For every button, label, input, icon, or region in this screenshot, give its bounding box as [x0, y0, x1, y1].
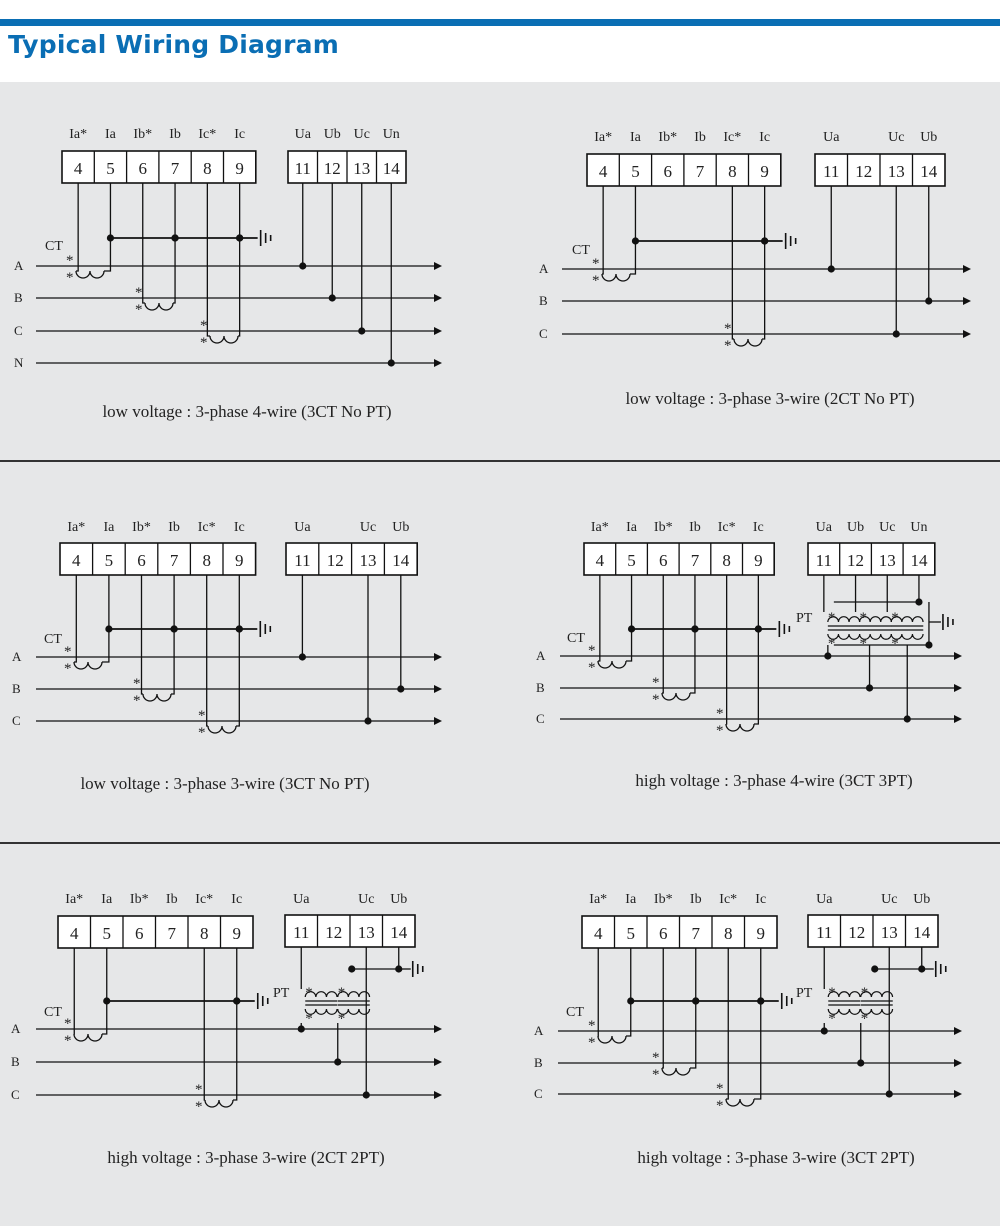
terminal-label: Ib* — [132, 520, 151, 535]
terminal-label: Ua — [294, 520, 311, 535]
phase-label-c: C — [536, 711, 545, 726]
pt-star: * — [891, 610, 899, 626]
ct-label: CT — [44, 632, 62, 647]
ct-coil — [145, 303, 173, 310]
junction-dot — [171, 625, 178, 632]
terminal-label: Ia* — [590, 520, 609, 535]
terminal-label: Uc — [353, 127, 370, 142]
ct-polarity-star: * — [592, 273, 600, 289]
pt-star: * — [859, 636, 868, 652]
terminal-label: Ic* — [197, 520, 216, 535]
pt-star: * — [860, 1011, 869, 1027]
diagram-caption: high voltage : 3-phase 4-wire (3CT 3PT) — [635, 771, 913, 790]
terminal-number: 11 — [293, 923, 310, 942]
terminal-number: 5 — [627, 551, 636, 570]
ct-polarity-star: * — [200, 335, 208, 351]
terminal-label: Ib — [165, 892, 178, 907]
ct-coil — [734, 339, 762, 346]
arrow-head — [434, 1058, 442, 1066]
phase-label-a: A — [14, 258, 24, 273]
ct-coil — [74, 662, 102, 669]
terminal-label: Ia* — [69, 127, 88, 142]
pt-star: * — [891, 636, 899, 652]
terminal-label: Ic* — [717, 520, 736, 535]
junction-dot — [397, 685, 404, 692]
ct-polarity-star: * — [135, 285, 143, 301]
pt-star: * — [305, 1011, 313, 1027]
terminal-label: Ic* — [198, 127, 217, 142]
terminal-number: 11 — [294, 551, 311, 570]
terminal-label: Ic — [755, 892, 767, 907]
phase-label-c: C — [14, 323, 23, 338]
ct-lead — [171, 575, 174, 694]
pt-star: * — [828, 985, 836, 1001]
phase-label-b: B — [534, 1055, 543, 1070]
ct-polarity-star: * — [716, 1098, 724, 1114]
terminal-number: 8 — [203, 159, 212, 178]
pt-star: * — [860, 985, 869, 1001]
terminal-number: 14 — [392, 551, 410, 570]
terminal-number: 8 — [724, 924, 733, 943]
phase-label-b: B — [12, 681, 21, 696]
terminal-label: Ib — [169, 127, 181, 142]
junction-dot — [755, 625, 762, 632]
ct-polarity-star: * — [64, 644, 72, 660]
ct-lead — [626, 948, 631, 1036]
pt-star: * — [859, 610, 868, 626]
pt-label: PT — [273, 986, 290, 1001]
terminal-label: Ub — [913, 892, 931, 907]
terminal-number: 4 — [70, 924, 79, 943]
terminal-number: 11 — [294, 159, 311, 178]
ct-lead — [142, 575, 144, 694]
ct-coil — [74, 1034, 102, 1041]
pt-star: * — [828, 1011, 836, 1027]
ct-polarity-star: * — [716, 1081, 724, 1097]
terminal-number: 14 — [920, 162, 938, 181]
terminal-label: Ib* — [133, 127, 153, 142]
ct-polarity-star: * — [200, 318, 208, 334]
terminal-number: 4 — [73, 159, 83, 178]
ct-lead — [726, 948, 728, 1099]
terminal-label: Un — [910, 520, 928, 535]
arrow-head — [434, 1091, 442, 1099]
ct-polarity-star: * — [64, 1033, 72, 1049]
terminal-number: 12 — [855, 162, 873, 181]
terminal-label: Ic* — [719, 892, 738, 907]
terminal-number: 13 — [887, 162, 905, 181]
terminal-label: Uc — [881, 892, 898, 907]
terminal-label: Ia — [626, 520, 637, 535]
phase-label-b: B — [14, 290, 23, 305]
junction-dot — [692, 997, 699, 1004]
terminal-label: Uc — [359, 520, 377, 535]
arrow-head — [434, 327, 442, 335]
terminal-number: 9 — [232, 924, 241, 943]
terminal-label: Uc — [888, 130, 905, 145]
terminal-number: 5 — [106, 159, 115, 178]
terminal-label: Ib* — [129, 892, 149, 907]
arrow-head — [954, 684, 962, 692]
ct-coil — [662, 1068, 690, 1075]
junction-dot — [388, 359, 395, 366]
ct-polarity-star: * — [198, 725, 206, 741]
terminal-label: Ua — [294, 127, 311, 142]
junction-dot — [925, 297, 932, 304]
terminal-number: 4 — [594, 924, 603, 943]
terminal-number: 6 — [138, 159, 147, 178]
pt-star: * — [337, 1011, 346, 1027]
terminal-label: Ia — [101, 892, 113, 907]
ct-coil — [726, 724, 754, 731]
ct-polarity-star: * — [195, 1082, 203, 1098]
terminal-number: 6 — [135, 924, 144, 943]
ct-coil — [76, 271, 104, 278]
terminal-label: Ib* — [653, 892, 673, 907]
diagram-caption: low voltage : 3-phase 3-wire (3CT No PT) — [80, 774, 370, 793]
terminal-label: Ub — [392, 520, 410, 535]
ct-polarity-star: * — [135, 302, 143, 318]
ct-polarity-star: * — [652, 675, 660, 691]
junction-dot — [886, 1090, 893, 1097]
ct-polarity-star: * — [64, 661, 72, 677]
terminal-number: 4 — [598, 162, 608, 181]
arrow-head — [434, 262, 442, 270]
arrow-head — [954, 1090, 962, 1098]
terminal-number: 7 — [169, 551, 179, 570]
ct-lead — [104, 183, 110, 271]
junction-dot — [364, 717, 371, 724]
ct-lead — [173, 183, 175, 303]
ct-polarity-star: * — [588, 1035, 596, 1051]
ct-lead — [76, 183, 78, 271]
ct-polarity-star: * — [652, 1067, 660, 1083]
terminal-label: Ua — [293, 892, 310, 907]
arrow-head — [963, 330, 971, 338]
terminal-label: Ia* — [589, 892, 608, 907]
terminal-number: 9 — [756, 924, 765, 943]
ct-coil — [662, 693, 690, 700]
terminal-number: 9 — [235, 159, 244, 178]
phase-label-a: A — [12, 649, 22, 664]
ct-coil — [598, 1036, 626, 1043]
ct-lead — [762, 186, 765, 339]
phase-label-b: B — [11, 1054, 20, 1069]
ct-polarity-star: * — [588, 1018, 596, 1034]
ct-polarity-star: * — [133, 693, 141, 709]
junction-dot — [821, 1027, 828, 1034]
terminal-number: 13 — [353, 159, 371, 178]
terminal-label: Ub — [846, 520, 865, 535]
junction-dot — [329, 294, 336, 301]
diagram-caption: high voltage : 3-phase 3-wire (3CT 2PT) — [637, 1148, 915, 1167]
terminal-label: Ic — [752, 520, 764, 535]
terminal-label: Ub — [323, 127, 341, 142]
ct-lead — [102, 575, 109, 662]
terminal-number: 4 — [72, 551, 81, 570]
terminal-label: Ic — [231, 892, 243, 907]
junction-dot — [334, 1058, 341, 1065]
terminal-label: Ub — [920, 130, 938, 145]
terminal-number: 14 — [382, 159, 400, 178]
junction-dot — [893, 330, 900, 337]
phase-label-a: A — [536, 648, 546, 663]
ct-lead — [602, 186, 603, 274]
ct-coil — [602, 274, 630, 281]
terminal-label: Ua — [823, 130, 840, 145]
terminal-label: Ub — [390, 892, 408, 907]
phase-label-c: C — [534, 1086, 543, 1101]
terminal-number: 8 — [728, 162, 737, 181]
ct-label: CT — [567, 631, 585, 646]
terminal-label: Ia — [103, 520, 115, 535]
phase-label-a: A — [534, 1023, 544, 1038]
arrow-head — [954, 715, 962, 723]
arrow-head — [434, 359, 442, 367]
terminal-label: Ic — [233, 520, 245, 535]
junction-dot — [298, 1025, 305, 1032]
ct-polarity-star: * — [198, 708, 206, 724]
terminal-number: 4 — [595, 551, 605, 570]
terminal-number: 7 — [167, 924, 176, 943]
terminal-number: 14 — [913, 923, 931, 942]
terminal-number: 7 — [691, 924, 700, 943]
arrow-head — [434, 685, 442, 693]
ct-lead — [662, 575, 663, 693]
junction-dot — [757, 997, 764, 1004]
ct-polarity-star: * — [66, 270, 74, 286]
terminal-number: 7 — [695, 162, 705, 181]
ct-lead — [238, 183, 240, 336]
junction-dot — [358, 327, 365, 334]
phase-label-a: A — [11, 1021, 21, 1036]
pt-label: PT — [796, 611, 813, 626]
terminal-number: 6 — [137, 551, 146, 570]
terminal-label: Ic — [234, 127, 246, 142]
ct-coil — [143, 694, 171, 701]
junction-dot — [236, 234, 243, 241]
terminal-number: 8 — [202, 551, 211, 570]
terminal-number: 5 — [102, 924, 111, 943]
ct-polarity-star: * — [652, 692, 660, 708]
junction-dot — [363, 1091, 370, 1098]
terminal-number: 11 — [823, 162, 840, 181]
junction-dot — [866, 684, 873, 691]
phase-label-c: C — [539, 326, 548, 341]
junction-dot — [761, 237, 768, 244]
pt-label: PT — [796, 986, 813, 1001]
ct-lead — [662, 948, 663, 1068]
junction-dot — [691, 625, 698, 632]
junction-dot — [915, 598, 922, 605]
terminal-label: Ib* — [653, 520, 673, 535]
ct-lead — [143, 183, 145, 303]
ct-polarity-star: * — [195, 1099, 203, 1115]
terminal-label: Ib — [689, 892, 702, 907]
junction-dot — [828, 265, 835, 272]
terminal-label: Ia* — [594, 130, 613, 145]
diagram-caption: high voltage : 3-phase 3-wire (2CT 2PT) — [107, 1148, 385, 1167]
arrow-head — [963, 265, 971, 273]
terminal-label: Uc — [358, 892, 375, 907]
arrow-head — [954, 1027, 962, 1035]
arrow-head — [963, 297, 971, 305]
terminal-number: 9 — [754, 551, 763, 570]
terminal-number: 6 — [659, 924, 668, 943]
junction-dot — [871, 965, 878, 972]
arrow-head — [954, 1059, 962, 1067]
pt-star: * — [827, 636, 836, 652]
ct-lead — [626, 575, 632, 661]
terminal-number: 13 — [359, 551, 377, 570]
ct-polarity-star: * — [716, 706, 724, 722]
terminal-number: 8 — [722, 551, 731, 570]
terminal-label: Ib* — [658, 130, 678, 145]
junction-dot — [299, 653, 306, 660]
ct-lead — [726, 575, 727, 724]
ct-lead — [754, 575, 758, 724]
junction-dot — [233, 997, 240, 1004]
ct-lead — [754, 948, 761, 1099]
phase-label-n: N — [14, 355, 24, 370]
terminal-number: 8 — [200, 924, 209, 943]
ct-lead — [74, 575, 76, 662]
terminal-label: Ia* — [65, 892, 84, 907]
terminal-number: 5 — [104, 551, 114, 570]
terminal-number: 5 — [631, 162, 640, 181]
terminal-number: 6 — [659, 551, 668, 570]
terminal-number: 11 — [815, 551, 833, 570]
pt-star: * — [827, 610, 836, 626]
terminal-number: 13 — [878, 551, 896, 570]
arrow-head — [434, 1025, 442, 1033]
terminal-label: Ic — [759, 130, 771, 145]
terminal-label: Uc — [879, 520, 896, 535]
junction-dot — [236, 625, 243, 632]
ct-polarity-star: * — [652, 1050, 660, 1066]
terminal-number: 9 — [235, 551, 244, 570]
terminal-number: 7 — [690, 551, 700, 570]
terminal-label: Ua — [816, 892, 833, 907]
ct-polarity-star: * — [724, 321, 732, 337]
ct-label: CT — [566, 1005, 584, 1020]
terminal-label: Ia — [625, 892, 637, 907]
terminal-label: Ua — [815, 520, 833, 535]
ct-label: CT — [45, 239, 63, 254]
ct-coil — [210, 336, 238, 343]
terminal-number: 13 — [880, 923, 898, 942]
ct-lead — [102, 948, 107, 1034]
phase-label-a: A — [539, 261, 549, 276]
ct-polarity-star: * — [724, 338, 732, 354]
ct-polarity-star: * — [64, 1016, 72, 1032]
ct-polarity-star: * — [716, 723, 724, 739]
arrow-head — [434, 717, 442, 725]
ct-polarity-star: * — [592, 256, 600, 272]
terminal-label: Ia* — [67, 520, 86, 535]
ct-lead — [204, 948, 205, 1100]
terminal-number: 11 — [816, 923, 833, 942]
terminal-number: 7 — [170, 159, 180, 178]
terminal-label: Ib — [168, 520, 180, 535]
page-title: Typical Wiring Diagram — [8, 30, 339, 59]
terminal-label: Ic* — [195, 892, 214, 907]
arrow-head — [434, 294, 442, 302]
terminal-number: 12 — [325, 923, 343, 942]
ct-polarity-star: * — [66, 253, 74, 269]
terminal-label: Ic* — [723, 130, 742, 145]
ct-label: CT — [44, 1005, 62, 1020]
junction-dot — [857, 1059, 864, 1066]
ct-coil — [208, 726, 236, 733]
ct-lead — [236, 575, 239, 726]
phase-label-b: B — [539, 293, 548, 308]
junction-dot — [348, 965, 355, 972]
phase-label-b: B — [536, 680, 545, 695]
terminal-number: 9 — [760, 162, 769, 181]
junction-dot — [824, 652, 831, 659]
terminal-label: Ia — [630, 130, 641, 145]
phase-label-c: C — [12, 713, 21, 728]
ct-lead — [233, 948, 237, 1100]
phase-label-c: C — [11, 1087, 20, 1102]
diagram-caption: low voltage : 3-phase 4-wire (3CT No PT) — [102, 402, 392, 421]
terminal-label: Un — [382, 127, 400, 142]
ct-label: CT — [572, 243, 590, 258]
ct-lead — [207, 575, 208, 726]
ct-lead — [630, 186, 635, 274]
ct-polarity-star: * — [588, 643, 596, 659]
ct-lead — [207, 183, 210, 336]
ct-polarity-star: * — [588, 660, 596, 676]
diagram-caption: low voltage : 3-phase 3-wire (2CT No PT) — [625, 389, 915, 408]
pt-star: * — [305, 985, 313, 1001]
ct-lead — [598, 575, 600, 661]
ct-coil — [598, 661, 626, 668]
ct-lead — [690, 948, 696, 1068]
ct-coil — [726, 1099, 754, 1106]
terminal-label: Ib — [694, 130, 706, 145]
junction-dot — [904, 715, 911, 722]
terminal-number: 12 — [326, 551, 344, 570]
terminal-number: 12 — [323, 159, 341, 178]
terminal-label: Ib — [689, 520, 701, 535]
terminal-number: 13 — [357, 923, 375, 942]
ct-polarity-star: * — [133, 676, 141, 692]
junction-dot — [171, 234, 178, 241]
terminal-number: 14 — [910, 551, 928, 570]
terminal-number: 12 — [848, 923, 866, 942]
pt-star: * — [337, 985, 346, 1001]
terminal-number: 14 — [390, 923, 408, 942]
arrow-head — [434, 653, 442, 661]
arrow-head — [954, 652, 962, 660]
ct-lead — [732, 186, 734, 339]
terminal-label: Ia — [105, 127, 116, 142]
terminal-number: 6 — [663, 162, 672, 181]
junction-dot — [299, 262, 306, 269]
terminal-number: 5 — [626, 924, 635, 943]
ct-lead — [690, 575, 695, 693]
ct-coil — [205, 1100, 233, 1107]
terminal-number: 12 — [847, 551, 865, 570]
